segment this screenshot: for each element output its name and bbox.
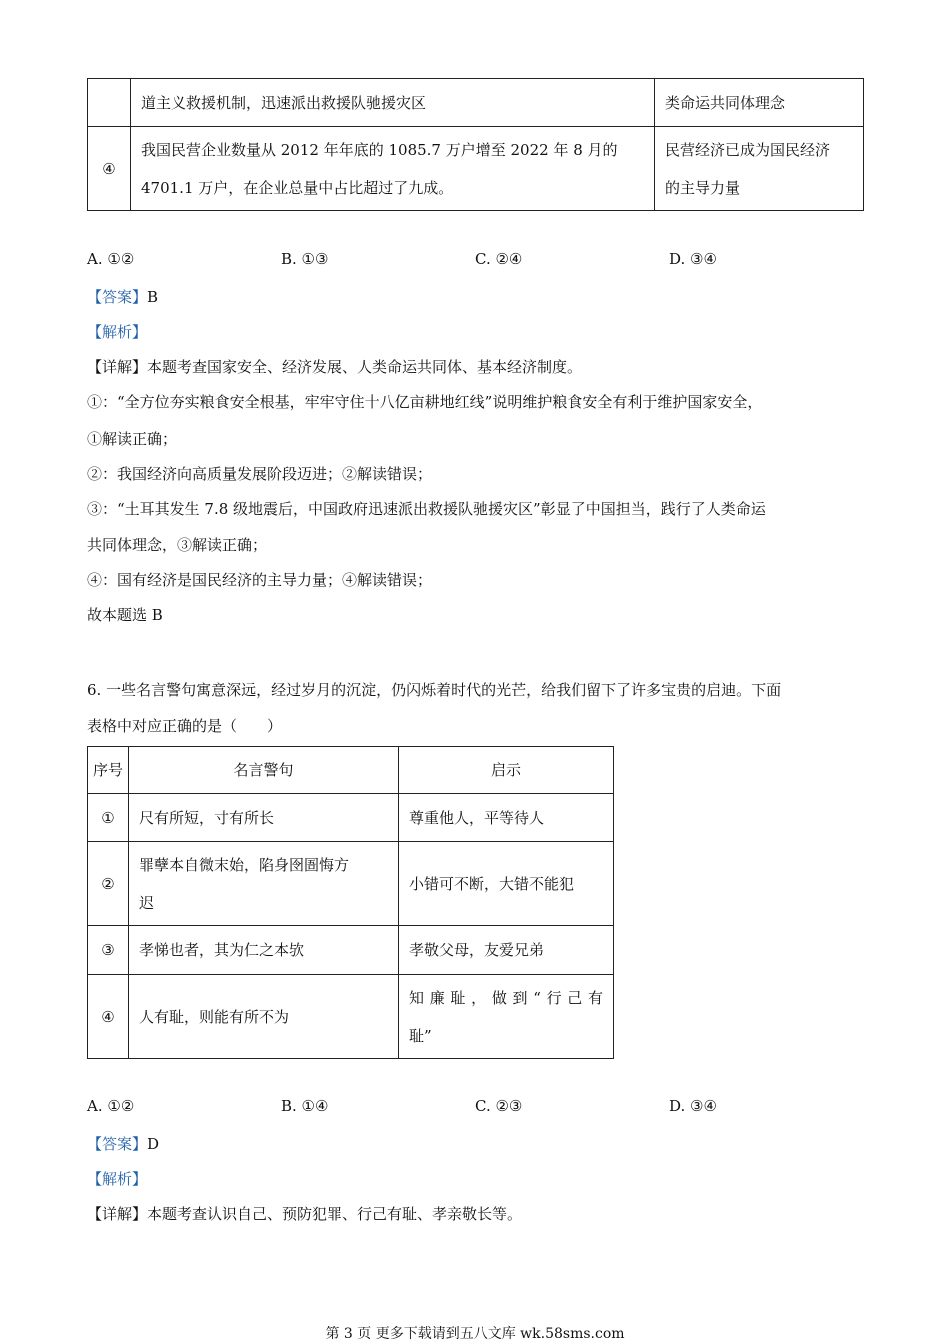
explanation-line: ①：“全方位夯实粮食安全根基，牢牢守住十八亿亩耕地红线”说明维护粮食安全有利于维护国家安全， [87, 393, 763, 411]
option-d: D. ③④ [669, 250, 717, 268]
quote-cell: 尺有所短，寸有所长 [129, 794, 399, 842]
event-line: 4701.1 万户，在企业总量中占比超过了九成。 [141, 178, 454, 197]
row-number: ① [88, 794, 129, 842]
option-b: B. ①④ [281, 1097, 329, 1115]
question-stem: 表格中对应正确的是（ ） [87, 717, 283, 735]
option-a: A. ①② [87, 250, 135, 268]
table-row [88, 842, 614, 926]
meaning-line: 民营经济已成为国民经济 [665, 140, 831, 159]
insight-cell [399, 975, 614, 1059]
analysis-tag: 【解析】 [87, 323, 148, 341]
detail-text: 本题考查认识自己、预防犯罪、行己有耻、孝亲敬长等。 [147, 1205, 523, 1223]
header-cell: 启示 [399, 747, 614, 794]
answer-tag: 【答案】 [87, 288, 148, 306]
detail-line [87, 1203, 522, 1224]
option-a: A. ①② [87, 1097, 135, 1115]
quote-line: 罪孽本自微末始，陷身囹圄悔方 [139, 855, 350, 874]
explanation-line: ①解读正确； [87, 430, 178, 448]
row-number [88, 79, 131, 127]
table-header-row [88, 747, 614, 794]
question-stem: 6. 一些名言警句寓意深远，经过岁月的沉淀，仍闪烁着时代的光芒，给我们留下了许多宝贵的启迪。下面 [87, 681, 782, 699]
header-cell: 名言警句 [129, 747, 399, 794]
table-row [88, 975, 614, 1059]
quote-cell: 人有耻，则能有所不为 [129, 975, 399, 1059]
detail-tag: 【详解】 [87, 1205, 148, 1223]
quote-line: 迟 [139, 893, 155, 912]
conclusion-line: 故本题选 B [87, 606, 163, 624]
insight-cell: 孝敬父母，友爱兄弟 [399, 926, 614, 975]
quote-cell: 孝悌也者，其为仁之本欤 [129, 926, 399, 975]
explanation-line: ④：国有经济是国民经济的主导力量；④解读错误； [87, 571, 433, 589]
q6-table [87, 746, 614, 1059]
quote-cell [129, 842, 399, 926]
option-c: C. ②④ [475, 250, 523, 268]
row-number: ② [88, 842, 129, 926]
detail-text: 本题考查国家安全、经济发展、人类命运共同体、基本经济制度。 [147, 358, 583, 376]
explanation-line: ②：我国经济向高质量发展阶段迈进；②解读错误； [87, 465, 433, 483]
explanation-line: 共同体理念，③解读正确； [87, 536, 268, 554]
answer-line [87, 1133, 159, 1154]
insight-line: 知廉耻，做到“行己有 [409, 988, 603, 1007]
row-number: ③ [88, 926, 129, 975]
table-row [88, 794, 614, 842]
analysis-tag: 【解析】 [87, 1170, 148, 1188]
detail-line [87, 356, 582, 377]
answer-line [87, 286, 158, 307]
event-cell [131, 127, 655, 211]
meaning-line: 的主导力量 [665, 178, 741, 197]
option-d: D. ③④ [669, 1097, 717, 1115]
option-c: C. ②③ [475, 1097, 523, 1115]
explanation-line: ③：“土耳其发生 7.8 级地震后，中国政府迅速派出救援队驰援灾区”彰显了中国担当，践行了人类命运 [87, 500, 766, 518]
insight-cell: 尊重他人，平等待人 [399, 794, 614, 842]
answer-value: B [147, 288, 159, 306]
q5-table [87, 78, 864, 211]
answer-tag: 【答案】 [87, 1135, 148, 1153]
table-row [88, 926, 614, 975]
row-number: ④ [88, 127, 131, 211]
event-cell: 道主义救援机制，迅速派出救援队驰援灾区 [131, 79, 655, 127]
page-footer: 第 3 页 更多下载请到五八文库 wk.58sms.com [325, 1326, 625, 1342]
answer-value: D [147, 1135, 160, 1153]
insight-cell: 小错可不断，大错不能犯 [399, 842, 614, 926]
event-line: 我国民营企业数量从 2012 年年底的 1085.7 万户增至 2022 年 8 月的 [141, 140, 618, 159]
row-number: ④ [88, 975, 129, 1059]
header-cell: 序号 [88, 747, 129, 794]
meaning-cell: 类命运共同体理念 [655, 79, 864, 127]
detail-tag: 【详解】 [87, 358, 148, 376]
insight-line: 耻” [409, 1026, 432, 1045]
table-row [88, 127, 864, 211]
option-b: B. ①③ [281, 250, 329, 268]
table-row [88, 79, 864, 127]
meaning-cell [655, 127, 864, 211]
